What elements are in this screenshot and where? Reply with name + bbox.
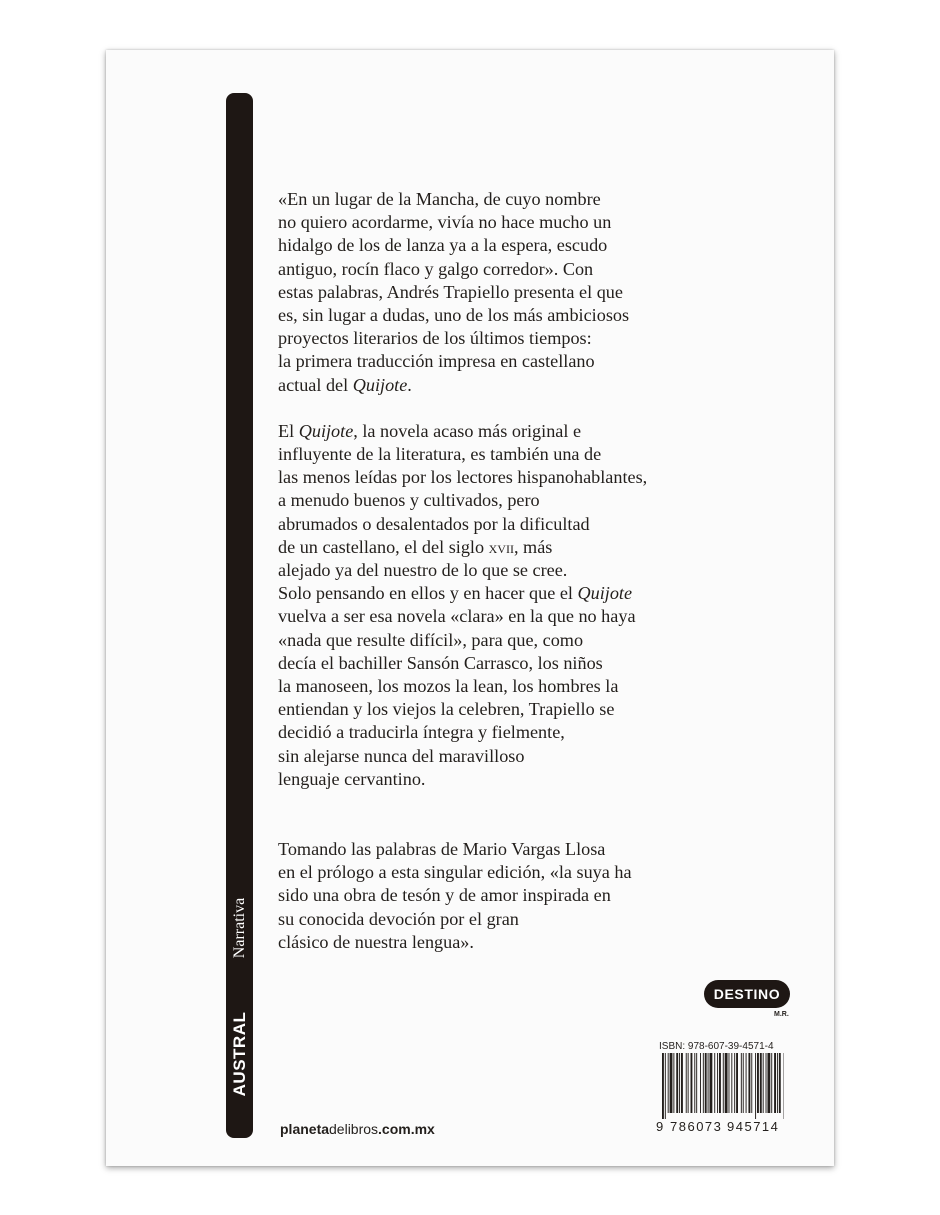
title-italic: Quijote (577, 583, 633, 604)
text-line: abrumados o desalentados por la dificultad (278, 513, 590, 534)
text-line (278, 536, 688, 559)
barcode-bar (694, 1053, 695, 1113)
barcode-bar (757, 1053, 759, 1113)
text-fragment: de un castellano, el del siglo (278, 536, 489, 557)
text-line: su conocida devoción por el gran (278, 908, 519, 929)
text-fragment: Solo pensando en ellos y en hacer que el (278, 583, 578, 604)
barcode-bar (748, 1053, 750, 1113)
title-italic: Quijote (298, 420, 354, 441)
text-line: decía el bachiller Sansón Carrasco, los niños (278, 652, 603, 673)
isbn-label: ISBN: 978-607-39-4571-4 (659, 1041, 774, 1052)
barcode-bar (771, 1053, 772, 1113)
spine-genre-label: Narrativa (231, 897, 248, 959)
barcode-bar (714, 1053, 715, 1113)
text-line: influyente de la literatura, es también una de (278, 444, 602, 465)
text-fragment: actual del (278, 374, 353, 395)
barcode-bar (686, 1053, 687, 1113)
spine-collection-label: AUSTRAL (230, 1011, 249, 1097)
website-url[interactable] (280, 1121, 435, 1137)
publisher-logo: DESTINO (704, 980, 790, 1008)
barcode-bar (723, 1053, 724, 1113)
text-line: sido una obra de tesón y de amor inspirada en (278, 885, 611, 906)
website-part: delibros (329, 1121, 379, 1137)
text-line: en el prólogo a esta singular edición, «la suya ha (278, 862, 632, 883)
text-line: antiguo, rocín flaco y galgo corredor». Con (278, 258, 594, 279)
barcode-bar (743, 1053, 744, 1113)
barcode-bar (710, 1053, 713, 1113)
text-line: proyectos literarios de los últimos tiempos: (278, 328, 592, 349)
spine-bar (226, 93, 253, 1138)
barcode-bar (679, 1053, 680, 1113)
barcode-bar (717, 1053, 718, 1113)
barcode-bar (767, 1053, 770, 1113)
barcode-bar (719, 1053, 721, 1113)
blurb-paragraph-2 (278, 420, 688, 791)
book-back-cover (106, 50, 834, 1166)
text-line: clásico de nuestra lengua». (278, 931, 474, 952)
barcode-digits-left: 786073 (670, 1119, 723, 1134)
text-line (278, 582, 688, 605)
barcode-bar (696, 1053, 697, 1113)
century-numeral: xvii (488, 537, 514, 557)
text-line: alejado ya del nuestro de lo que se cree. (278, 560, 568, 581)
barcode-bar (662, 1053, 664, 1119)
website-part: .com.mx (378, 1121, 435, 1137)
text-line: Tomando las palabras de Mario Vargas Llosa (278, 839, 606, 860)
text-line: a menudo buenos y cultivados, pero (278, 490, 540, 511)
barcode-bar (736, 1053, 738, 1113)
trademark-label: M.R. (774, 1011, 789, 1018)
text-line: las menos leídas por los lectores hispanohablantes, (278, 467, 648, 488)
barcode-bar (774, 1053, 776, 1113)
barcode-bar (751, 1053, 752, 1113)
barcode-bar (700, 1053, 701, 1113)
text-fragment: . (407, 374, 412, 395)
barcode-bar (779, 1053, 781, 1113)
barcode-bar (766, 1053, 767, 1113)
barcode-bar (729, 1053, 730, 1113)
text-line: es, sin lugar a dudas, uno de los más ambiciosos (278, 305, 630, 326)
text-line: hidalgo de los de lanza ya a la espera, escudo (278, 235, 608, 256)
text-line (278, 420, 688, 443)
barcode-bar (673, 1053, 674, 1113)
text-line: la primera traducción impresa en castellano (278, 351, 595, 372)
text-fragment: , la novela acaso más original e (353, 420, 582, 441)
text-fragment: , más (513, 536, 553, 557)
barcode-bar (670, 1053, 673, 1113)
barcode-bar (777, 1053, 778, 1113)
barcode-bar (734, 1053, 735, 1113)
website-part: planeta (280, 1121, 330, 1137)
barcode-bar (691, 1053, 693, 1113)
blurb-paragraph-3 (278, 838, 688, 954)
barcode-bar (676, 1053, 678, 1113)
barcode-bar (731, 1053, 732, 1113)
text-line: lenguaje cervantino. (278, 768, 426, 789)
text-line: estas palabras, Andrés Trapiello presenta el que (278, 281, 623, 302)
barcode-bar (755, 1053, 756, 1119)
barcode-bar (705, 1053, 707, 1113)
barcode-bar (688, 1053, 689, 1113)
text-fragment: El (278, 420, 299, 441)
text-line: no quiero acordarme, vivía no hace mucho un (278, 212, 612, 233)
barcode-bar (741, 1053, 742, 1113)
barcode-bar (665, 1053, 666, 1119)
blurb-paragraph-1 (278, 188, 688, 397)
text-line: «nada que resulte difícil», para que, como (278, 629, 584, 650)
barcode-bar (725, 1053, 728, 1113)
text-line: sin alejarse nunca del maravilloso (278, 745, 525, 766)
barcode-digits-right: 945714 (727, 1119, 780, 1134)
barcode-bar (668, 1053, 669, 1113)
barcode-bar (763, 1053, 764, 1113)
text-line: «En un lugar de la Mancha, de cuyo nombre (278, 189, 601, 209)
barcode-bar (681, 1053, 683, 1113)
text-line: la manoseen, los mozos la lean, los hombres la (278, 676, 619, 697)
barcode-bar (746, 1053, 747, 1113)
barcode-digit-first: 9 (656, 1119, 664, 1134)
blurb-text (278, 188, 688, 954)
barcode-bar (760, 1053, 762, 1113)
barcode (662, 1053, 784, 1119)
barcode-bar (703, 1053, 704, 1113)
barcode-bar (708, 1053, 709, 1113)
text-line: decidió a traducirla íntegra y fielmente, (278, 722, 565, 743)
text-line: entiendan y los viejos la celebren, Trapiello se (278, 699, 615, 720)
text-line (278, 374, 688, 397)
text-line: vuelva a ser esa novela «clara» en la que no haya (278, 606, 636, 627)
title-italic: Quijote (352, 374, 408, 395)
